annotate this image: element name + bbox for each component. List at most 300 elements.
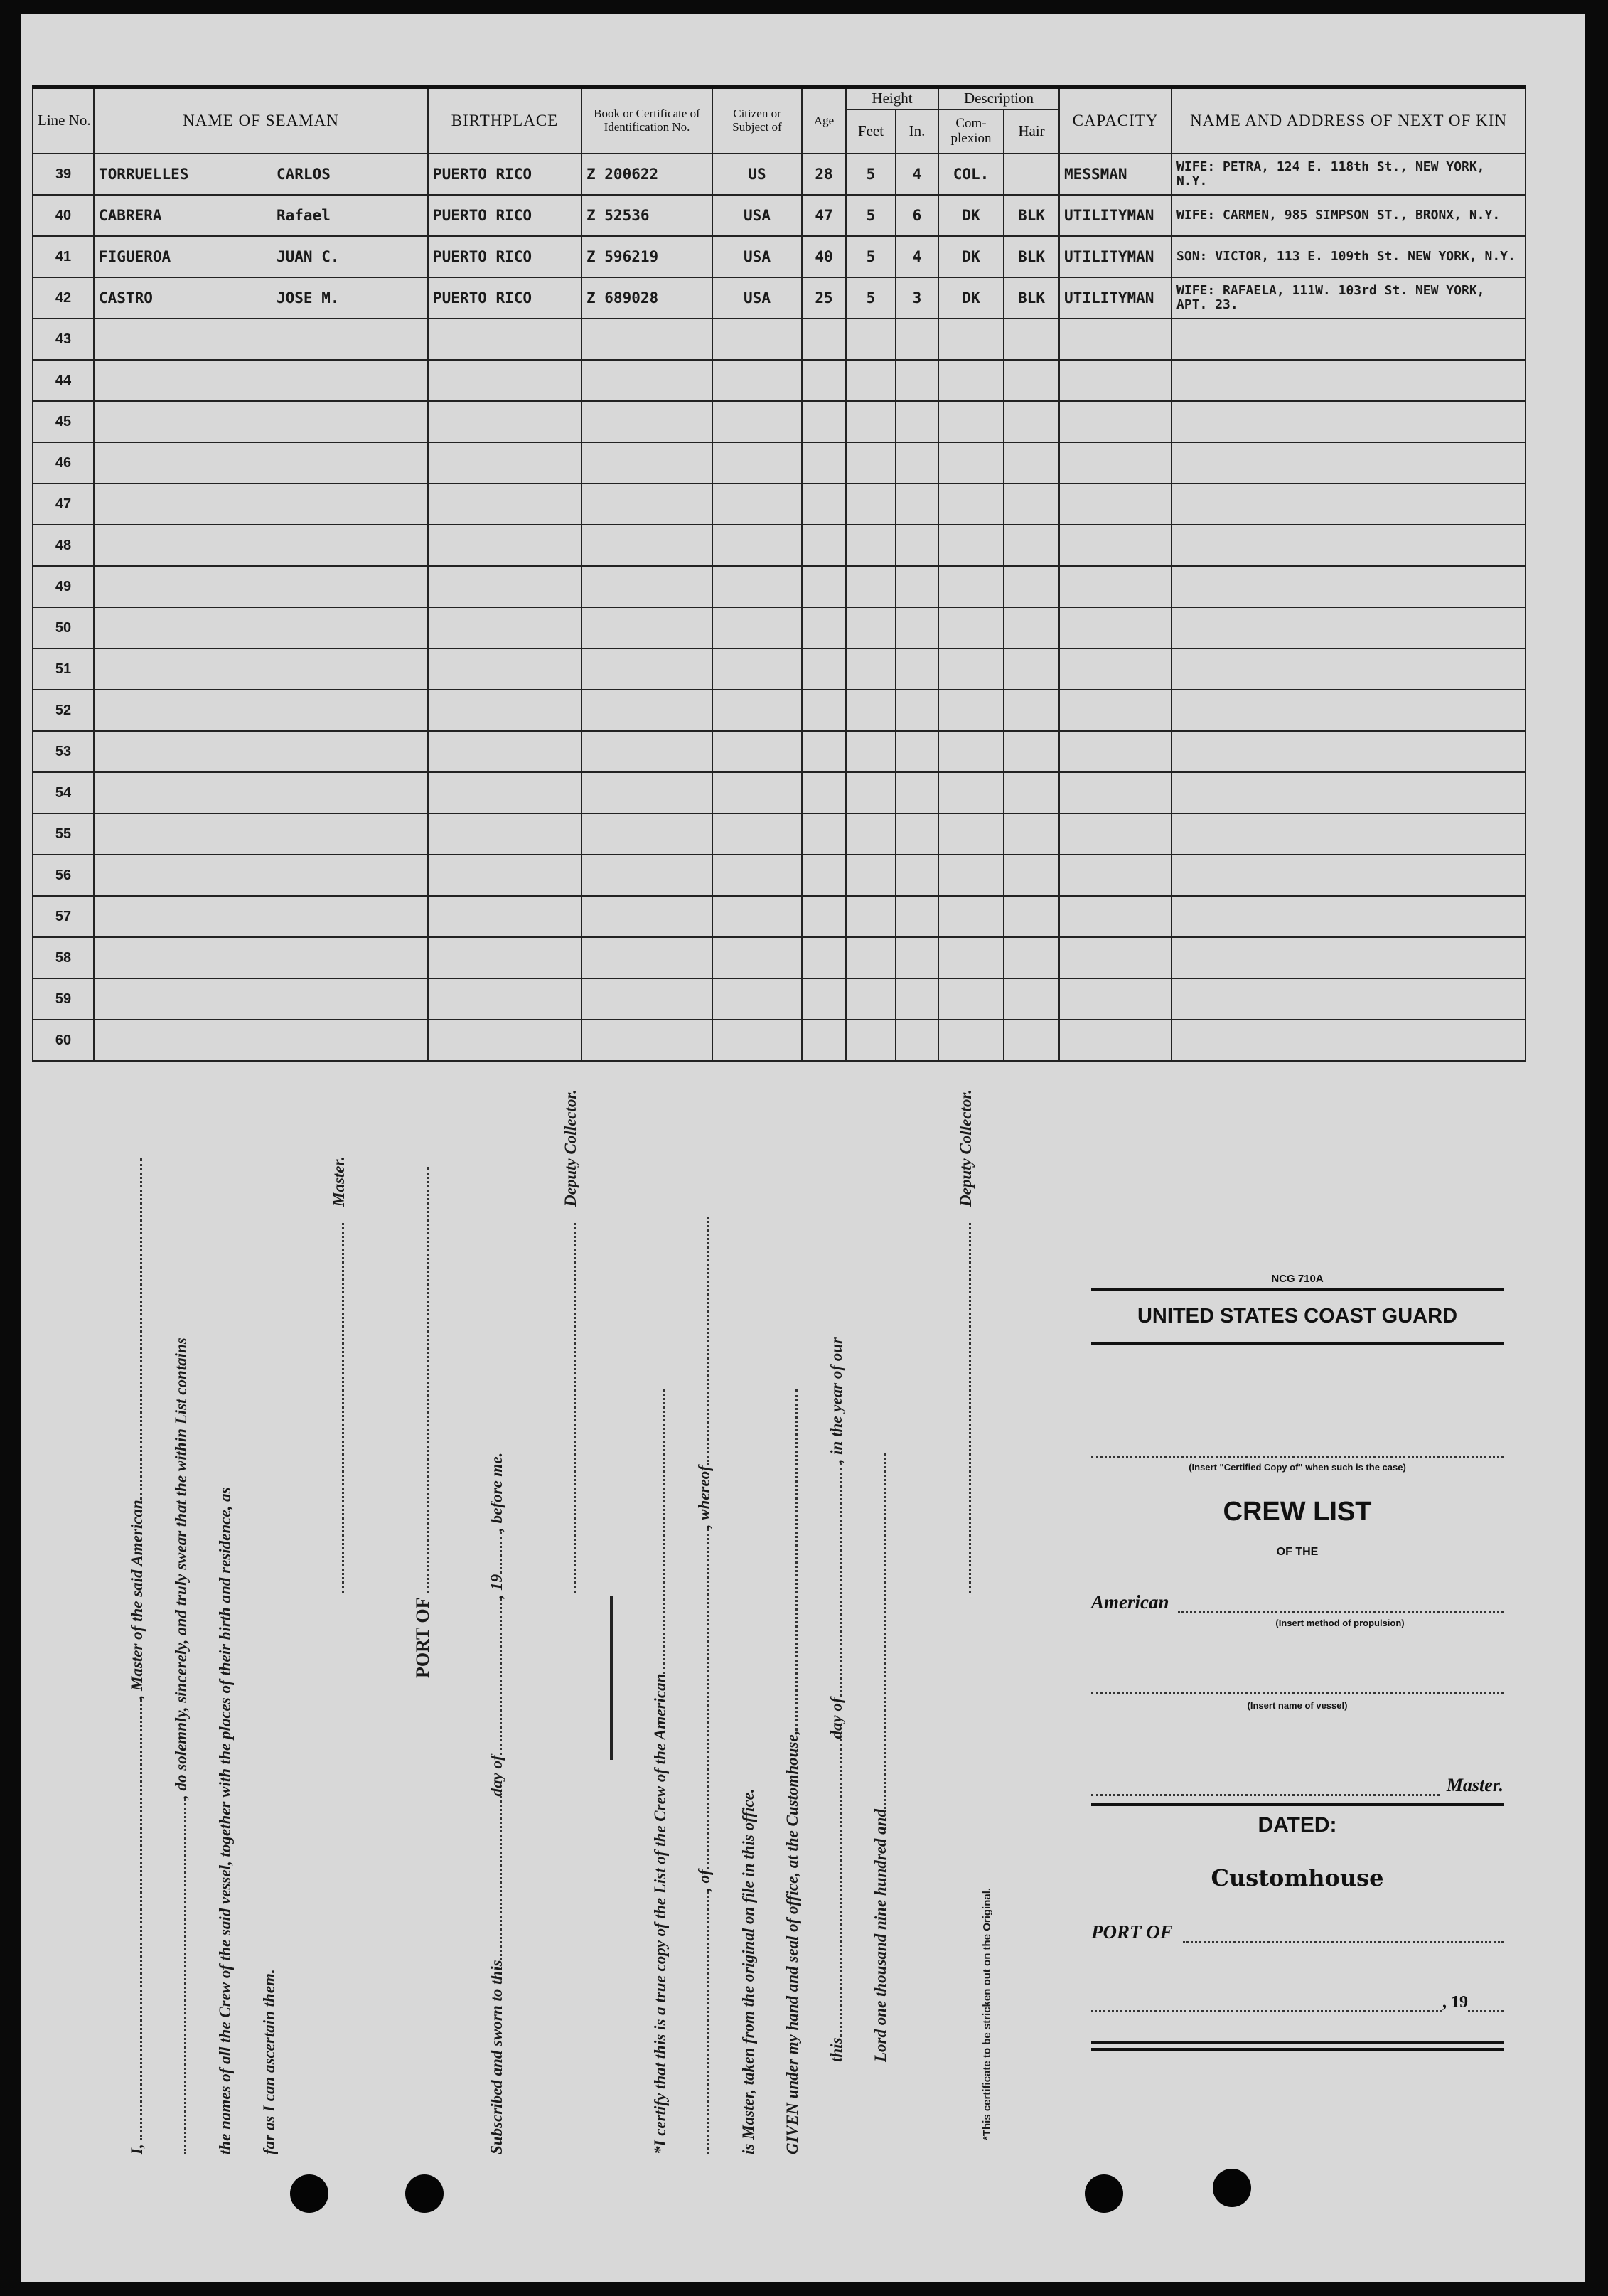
certify-line-5: thisday of, in the year of our (827, 1337, 845, 2062)
binder-hole (1213, 2169, 1251, 2207)
cell-name (94, 566, 428, 607)
cell-book (581, 813, 712, 855)
header-height: Height (846, 87, 938, 110)
cell-kin: SON: VICTOR, 113 E. 109th St. NEW YORK, N.Y. (1172, 236, 1526, 277)
cell-capacity (1059, 442, 1172, 484)
cell-book: Z 689028 (581, 277, 712, 319)
header-capacity: CAPACITY (1059, 87, 1172, 154)
certify-line-3: is Master, taken from the original on file in this office. (739, 1788, 757, 2154)
table-row (33, 648, 1526, 690)
cell-feet (846, 896, 896, 937)
dated-label: DATED: (1258, 1813, 1337, 1837)
cell-name (94, 937, 428, 978)
cell-complexion (938, 607, 1004, 648)
cell-feet (846, 690, 896, 731)
cell-citizen (712, 1020, 802, 1061)
cell-birthplace (428, 360, 581, 401)
table-row (33, 896, 1526, 937)
cell-feet: 5 (846, 236, 896, 277)
cell-inches: 4 (896, 154, 938, 195)
given-name: CARLOS (277, 166, 331, 183)
cell-kin (1172, 813, 1526, 855)
cell-kin: WIFE: RAFAELA, 111W. 103rd St. NEW YORK, APT. 23. (1172, 277, 1526, 319)
cell-inches (896, 855, 938, 896)
cell-book (581, 648, 712, 690)
cell-inches (896, 813, 938, 855)
cell-inches (896, 401, 938, 442)
cell-inches (896, 442, 938, 484)
cell-birthplace (428, 566, 581, 607)
cell-birthplace (428, 484, 581, 525)
cell-complexion (938, 978, 1004, 1020)
cell-line: 44 (33, 360, 94, 401)
cell-inches (896, 607, 938, 648)
cell-feet (846, 484, 896, 525)
cell-hair (1004, 1020, 1059, 1061)
cell-name (94, 978, 428, 1020)
header-inches: In. (896, 110, 938, 154)
cell-kin (1172, 772, 1526, 813)
cell-hair (1004, 896, 1059, 937)
cell-hair (1004, 648, 1059, 690)
oath-port: PORT OF (412, 1167, 434, 1678)
american-label: American (1091, 1591, 1169, 1613)
binder-hole (405, 2174, 444, 2213)
cell-citizen (712, 937, 802, 978)
cell-birthplace: PUERTO RICO (428, 154, 581, 195)
cell-citizen (712, 319, 802, 360)
cell-kin (1172, 731, 1526, 772)
cell-kin (1172, 648, 1526, 690)
cell-complexion (938, 772, 1004, 813)
cell-hair (1004, 937, 1059, 978)
cell-line: 54 (33, 772, 94, 813)
cell-complexion (938, 813, 1004, 855)
cell-line: 48 (33, 525, 94, 566)
binder-hole (290, 2174, 328, 2213)
cell-capacity: UTILITYMAN (1059, 277, 1172, 319)
cell-name (94, 772, 428, 813)
surname: FIGUEROA (99, 248, 171, 265)
cell-hair (1004, 154, 1059, 195)
cell-inches (896, 896, 938, 937)
cell-birthplace (428, 1020, 581, 1061)
cell-inches (896, 731, 938, 772)
cell-name (94, 154, 428, 195)
cell-kin (1172, 401, 1526, 442)
cell-capacity (1059, 360, 1172, 401)
deputy-collector-1: Deputy Collector. (562, 1089, 580, 1593)
oath-line-3: the names of all the Crew of the said vessel, together with the places of their birth and residence, as (216, 1487, 234, 2154)
table-row (33, 525, 1526, 566)
cell-citizen (712, 690, 802, 731)
cell-hair (1004, 442, 1059, 484)
cell-hair: BLK (1004, 277, 1059, 319)
cell-hair (1004, 360, 1059, 401)
cell-citizen (712, 566, 802, 607)
footnote: *This certificate to be stricken out on the Original. (981, 1887, 993, 2140)
cell-inches (896, 978, 938, 1020)
cell-kin (1172, 442, 1526, 484)
cell-kin (1172, 937, 1526, 978)
cell-complexion (938, 648, 1004, 690)
cell-capacity: UTILITYMAN (1059, 236, 1172, 277)
cell-capacity (1059, 813, 1172, 855)
master-label: Master. (1446, 1775, 1504, 1795)
cell-citizen (712, 648, 802, 690)
cell-complexion (938, 937, 1004, 978)
cell-book (581, 607, 712, 648)
table-row (33, 360, 1526, 401)
header-birthplace: BIRTHPLACE (428, 87, 581, 154)
cell-age (802, 442, 846, 484)
cell-inches (896, 319, 938, 360)
cell-birthplace (428, 401, 581, 442)
header-feet: Feet (846, 110, 896, 154)
oath-line-4: far as I can ascertain them. (260, 1969, 278, 2154)
subscribed-line: Subscribed and sworn to thisday of, 19, before me. (488, 1452, 505, 2154)
cell-capacity (1059, 607, 1172, 648)
table-row (33, 690, 1526, 731)
cell-feet (846, 360, 896, 401)
table-row (33, 484, 1526, 525)
certify-line-2: , of, whereof (695, 1217, 714, 2154)
cell-citizen: US (712, 154, 802, 195)
cell-name (94, 236, 428, 277)
header-age: Age (802, 87, 846, 154)
cell-line: 42 (33, 277, 94, 319)
given-name: Rafael (277, 207, 331, 224)
certify-line-4: GIVEN under my hand and seal of office, at the Customhouse, (783, 1389, 802, 2154)
cell-feet: 5 (846, 154, 896, 195)
cell-name (94, 195, 428, 236)
header-citizen: Citizen or Subject of (712, 87, 802, 154)
cell-capacity: UTILITYMAN (1059, 195, 1172, 236)
cell-kin (1172, 484, 1526, 525)
cell-complexion: COL. (938, 154, 1004, 195)
table-body (33, 154, 1526, 1061)
of-the-label: OF THE (1276, 1546, 1319, 1558)
cell-line: 58 (33, 937, 94, 978)
cell-book (581, 690, 712, 731)
cell-book (581, 442, 712, 484)
cell-name (94, 401, 428, 442)
cell-citizen (712, 813, 802, 855)
cell-complexion (938, 731, 1004, 772)
cell-name (94, 1020, 428, 1061)
cell-name (94, 277, 428, 319)
cell-book (581, 855, 712, 896)
cell-capacity (1059, 690, 1172, 731)
cell-inches: 6 (896, 195, 938, 236)
certified-copy-note: (Insert "Certified Copy of" when such is the case) (1189, 1462, 1406, 1473)
cell-feet (846, 1020, 896, 1061)
cell-age (802, 360, 846, 401)
cell-book (581, 896, 712, 937)
cell-feet (846, 319, 896, 360)
cell-birthplace (428, 896, 581, 937)
cell-hair: BLK (1004, 195, 1059, 236)
cell-age (802, 648, 846, 690)
cell-hair (1004, 690, 1059, 731)
cell-book (581, 401, 712, 442)
cell-feet (846, 566, 896, 607)
cell-complexion: DK (938, 236, 1004, 277)
cell-name (94, 648, 428, 690)
cell-birthplace: PUERTO RICO (428, 195, 581, 236)
cell-feet (846, 937, 896, 978)
surname: TORRUELLES (99, 166, 189, 183)
cell-birthplace (428, 442, 581, 484)
certify-line-1: *I certify that this is a true copy of the List of the Crew of the American (651, 1389, 670, 2154)
vessel-name-note: (Insert name of vessel) (1247, 1700, 1348, 1711)
cell-book (581, 731, 712, 772)
cell-capacity (1059, 731, 1172, 772)
header-next-of-kin: NAME AND ADDRESS OF NEXT OF KIN (1172, 87, 1526, 154)
master-signature: Master. (330, 1156, 348, 1593)
cell-book (581, 360, 712, 401)
cell-complexion: DK (938, 277, 1004, 319)
cell-feet: 5 (846, 277, 896, 319)
divider (610, 1596, 613, 1760)
table-row (33, 607, 1526, 648)
certify-line-6: Lord one thousand nine hundred and (872, 1453, 890, 2062)
cell-age: 40 (802, 236, 846, 277)
cell-book (581, 566, 712, 607)
cell-inches (896, 360, 938, 401)
cell-feet (846, 442, 896, 484)
cell-citizen (712, 607, 802, 648)
cell-hair: BLK (1004, 236, 1059, 277)
table-header (33, 87, 1526, 154)
cell-kin (1172, 978, 1526, 1020)
cell-line: 45 (33, 401, 94, 442)
cell-complexion (938, 484, 1004, 525)
cell-line: 40 (33, 195, 94, 236)
cell-feet (846, 648, 896, 690)
year-label: , 19 (1442, 1993, 1468, 2012)
vessel-name-line (1091, 1685, 1504, 1694)
cell-complexion (938, 855, 1004, 896)
cell-age (802, 566, 846, 607)
cell-age (802, 484, 846, 525)
cell-birthplace (428, 731, 581, 772)
header-complexion: Com-plexion (938, 110, 1004, 154)
cell-capacity (1059, 978, 1172, 1020)
cell-line: 60 (33, 1020, 94, 1061)
cell-inches (896, 690, 938, 731)
cell-age (802, 937, 846, 978)
cell-capacity (1059, 772, 1172, 813)
cell-birthplace (428, 525, 581, 566)
cell-birthplace (428, 690, 581, 731)
table-row (33, 937, 1526, 978)
given-name: JOSE M. (277, 289, 340, 306)
table-row (33, 236, 1526, 277)
cell-citizen (712, 401, 802, 442)
port-of-label: PORT OF (1091, 1921, 1173, 1943)
table-row (33, 195, 1526, 236)
cell-age (802, 731, 846, 772)
cell-complexion (938, 319, 1004, 360)
cell-name (94, 484, 428, 525)
cell-book (581, 525, 712, 566)
cell-line: 50 (33, 607, 94, 648)
cell-book: Z 52536 (581, 195, 712, 236)
cell-name (94, 360, 428, 401)
cell-book (581, 978, 712, 1020)
cell-birthplace (428, 319, 581, 360)
cell-inches: 3 (896, 277, 938, 319)
cell-birthplace (428, 648, 581, 690)
oath-line-2: , do solemnly, sincerely, and truly swear that the within List contains (172, 1337, 191, 2154)
cell-kin (1172, 896, 1526, 937)
cell-line: 57 (33, 896, 94, 937)
cell-feet (846, 978, 896, 1020)
cell-age (802, 772, 846, 813)
cell-name (94, 896, 428, 937)
cell-citizen: USA (712, 195, 802, 236)
cell-inches (896, 484, 938, 525)
cell-citizen: USA (712, 277, 802, 319)
cell-feet (846, 772, 896, 813)
deputy-collector-2: Deputy Collector. (957, 1089, 975, 1593)
cell-complexion (938, 1020, 1004, 1061)
cell-name (94, 731, 428, 772)
cell-age (802, 896, 846, 937)
table-row (33, 978, 1526, 1020)
cell-capacity (1059, 525, 1172, 566)
table-row (33, 1020, 1526, 1061)
cell-kin (1172, 607, 1526, 648)
cell-age (802, 855, 846, 896)
cell-kin (1172, 360, 1526, 401)
cell-kin (1172, 566, 1526, 607)
oath-line-1: I, , Master of the said American (128, 1158, 146, 2154)
cell-line: 53 (33, 731, 94, 772)
cell-line: 52 (33, 690, 94, 731)
given-name: JUAN C. (277, 248, 340, 265)
cell-complexion (938, 690, 1004, 731)
cell-birthplace (428, 978, 581, 1020)
cell-capacity (1059, 1020, 1172, 1061)
cell-name (94, 319, 428, 360)
cell-age (802, 813, 846, 855)
cell-feet (846, 731, 896, 772)
table-row (33, 154, 1526, 195)
cell-citizen (712, 978, 802, 1020)
cell-kin (1172, 525, 1526, 566)
cell-feet (846, 855, 896, 896)
cell-line: 47 (33, 484, 94, 525)
cell-citizen (712, 772, 802, 813)
cell-name (94, 813, 428, 855)
surname: CABRERA (99, 207, 162, 224)
cell-name (94, 607, 428, 648)
cell-capacity (1059, 484, 1172, 525)
cell-line: 56 (33, 855, 94, 896)
agency-title: UNITED STATES COAST GUARD (1137, 1305, 1458, 1328)
cell-capacity (1059, 937, 1172, 978)
cell-line: 51 (33, 648, 94, 690)
form-number: NCG 710A (1271, 1273, 1324, 1285)
cell-birthplace (428, 813, 581, 855)
cell-kin: WIFE: CARMEN, 985 SIMPSON ST., BRONX, N.Y. (1172, 195, 1526, 236)
cell-hair (1004, 566, 1059, 607)
cell-hair (1004, 525, 1059, 566)
customhouse-label: Customhouse (1211, 1864, 1384, 1891)
cell-age: 28 (802, 154, 846, 195)
cell-feet (846, 813, 896, 855)
surname: CASTRO (99, 289, 153, 306)
cell-line: 43 (33, 319, 94, 360)
cell-citizen (712, 855, 802, 896)
cell-feet: 5 (846, 195, 896, 236)
cell-inches (896, 648, 938, 690)
cell-kin (1172, 690, 1526, 731)
binder-hole (1085, 2174, 1123, 2213)
cell-age (802, 401, 846, 442)
cell-citizen: USA (712, 236, 802, 277)
cell-complexion (938, 360, 1004, 401)
cell-inches (896, 937, 938, 978)
table-row (33, 277, 1526, 319)
cell-kin (1172, 855, 1526, 896)
cell-name (94, 442, 428, 484)
table-row (33, 772, 1526, 813)
cell-capacity (1059, 401, 1172, 442)
table-row (33, 813, 1526, 855)
cell-feet (846, 525, 896, 566)
cell-capacity (1059, 566, 1172, 607)
cell-capacity (1059, 648, 1172, 690)
cell-birthplace: PUERTO RICO (428, 277, 581, 319)
cell-age: 25 (802, 277, 846, 319)
cell-inches: 4 (896, 236, 938, 277)
cell-name (94, 855, 428, 896)
cell-line: 41 (33, 236, 94, 277)
cell-hair (1004, 401, 1059, 442)
cell-book (581, 772, 712, 813)
cell-book (581, 319, 712, 360)
cell-complexion (938, 401, 1004, 442)
crew-list-title: CREW LIST (1223, 1497, 1372, 1527)
header-name: NAME OF SEAMAN (94, 87, 428, 154)
cell-birthplace (428, 772, 581, 813)
cell-line: 46 (33, 442, 94, 484)
cell-age (802, 525, 846, 566)
cell-book: Z 596219 (581, 236, 712, 277)
cell-complexion: DK (938, 195, 1004, 236)
cell-kin: WIFE: PETRA, 124 E. 118th St., NEW YORK, N.Y. (1172, 154, 1526, 195)
cell-complexion (938, 525, 1004, 566)
cell-name (94, 525, 428, 566)
cell-citizen (712, 442, 802, 484)
cell-line: 55 (33, 813, 94, 855)
cell-age (802, 607, 846, 648)
cell-capacity (1059, 855, 1172, 896)
table-row (33, 442, 1526, 484)
cell-birthplace (428, 937, 581, 978)
cell-feet (846, 401, 896, 442)
cell-citizen (712, 731, 802, 772)
table-row (33, 319, 1526, 360)
cell-citizen (712, 896, 802, 937)
cell-hair (1004, 484, 1059, 525)
crew-list-cover (1091, 1273, 1504, 2051)
cell-book (581, 937, 712, 978)
cell-citizen (712, 484, 802, 525)
